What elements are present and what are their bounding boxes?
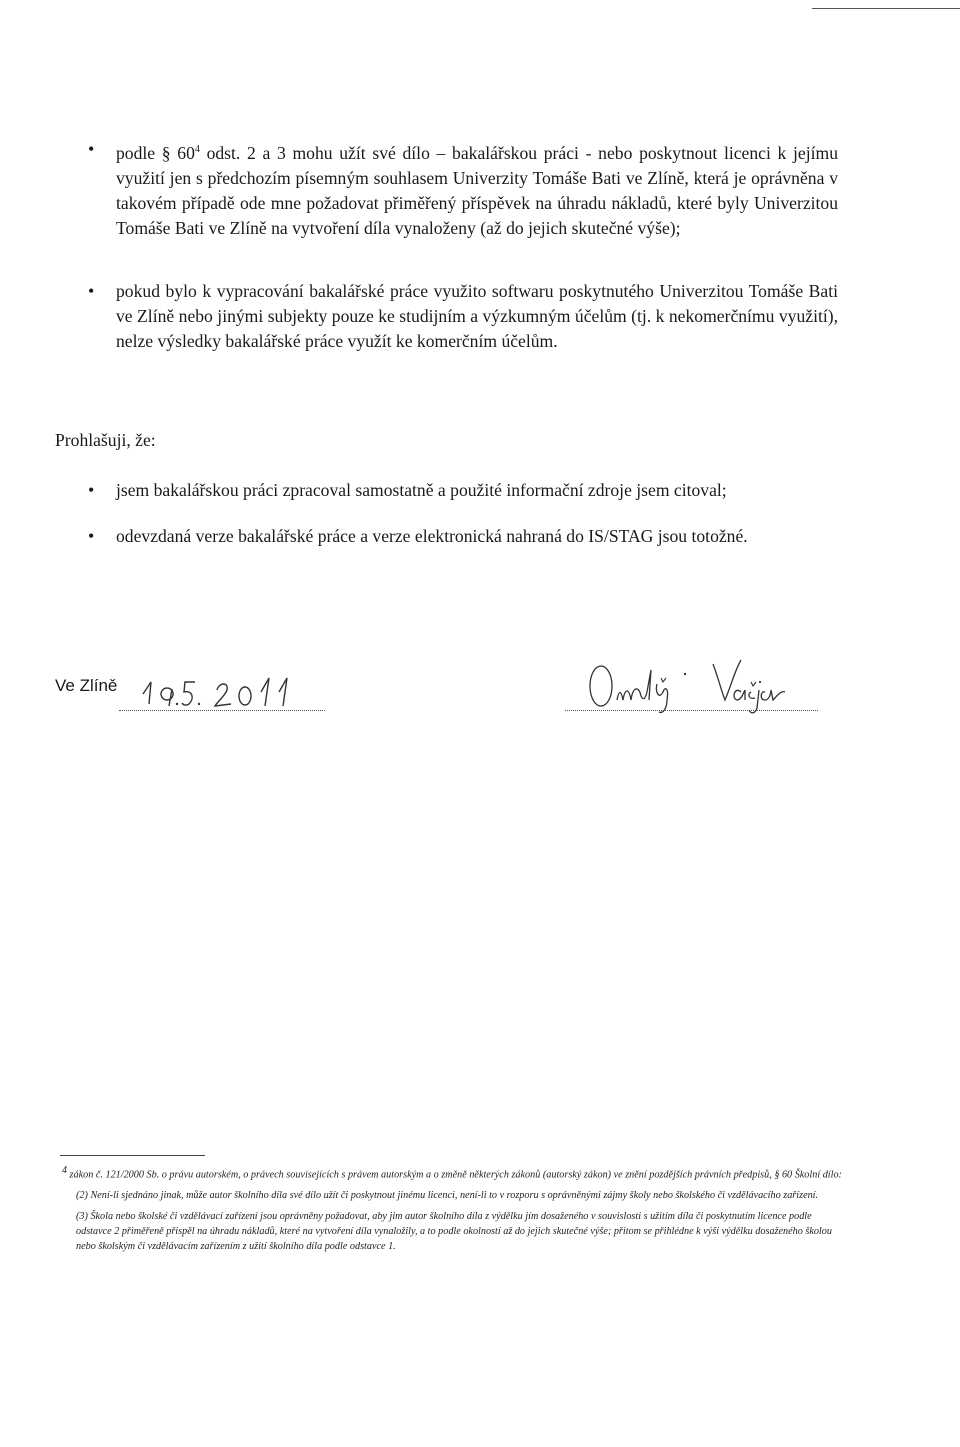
bullet-icon: •: [88, 281, 95, 301]
bullet-text: jsem bakalářskou práci zpracoval samostatně a použité informační zdroje jsem citoval;: [116, 480, 727, 500]
footnote-divider: [60, 1155, 205, 1156]
declaration-list: [88, 478, 838, 503]
software-condition-list: [88, 279, 838, 354]
handwritten-signature-icon: [585, 656, 815, 716]
list-item: [88, 137, 838, 241]
footnote-marker: (3): [76, 1211, 88, 1223]
declaration-heading: Prohlašuji, že:: [55, 430, 156, 450]
top-edge-rule: [812, 8, 960, 9]
list-item: [88, 478, 838, 503]
signature-field: [565, 670, 818, 711]
bullet-icon: •: [88, 526, 95, 546]
footnote-text: Škola nebo školské či vzdělávací zařízení jsou oprávněny požadovat, aby jim autor školního díla z výdělku jím dosaženého v souvislosti s užitím díla či poskytnutím licence podle odstavce 2 přiměřeně přispěl na úhradu nákladů, které na vytvoření díla vynaložily, a to podle okolností až do jejich skutečné výše; přitom se přihlédne k výši výdělku dosaženého školou nebo školským či vzdělávacím zařízením z užití školního díla podle odstavce 1.: [76, 1211, 832, 1253]
handwritten-date-icon: [137, 664, 317, 710]
bullet-text: pokud bylo k vypracování bakalářské práce využito softwaru poskytnutého Univerzitou Tomáše Bati ve Zlíně nebo jinými subjekty pouze ke studijním a výzkumným účelům (tj. k nekomerčnímu využití), nelze výsledky bakalářské práce využít ke komerčním účelům.: [116, 281, 838, 351]
footnote-text: zákon č. 121/2000 Sb. o právu autorském, o právech souvisejících s právem autorským a o změně některých zákonů (autorský zákon) ve znění pozdějších právních předpisů, § 60 Školní dílo:: [69, 1169, 842, 1181]
bullet-text: odevzdaná verze bakalářské práce a verze elektronická nahraná do IS/STAG jsou totožné.: [116, 526, 748, 546]
declaration-list-2: [88, 524, 838, 549]
license-conditions-list: [88, 137, 838, 241]
bullet-icon: •: [88, 139, 95, 159]
bullet-prefix: podle § 60: [116, 142, 195, 163]
bullet-text: odst. 2 a 3 mohu užít své dílo – bakalářskou práci - nebo poskytnout licenci k jejímu využití jen s předchozím písemným souhlasem Univerzity Tomáše Bati ve Zlíně, která je oprávněna v takovém případě ode mne požadovat přiměřený příspěvek na úhradu nákladů, které byly Univerzitou Tomáše Bati ve Zlíně na vytvoření díla vynaloženy (až do jejich skutečné výše);: [116, 142, 838, 238]
bullet-icon: •: [88, 480, 95, 500]
footnote-paragraph-2: [62, 1188, 842, 1203]
footnotes: [62, 1163, 842, 1260]
footnote-marker: (2): [76, 1190, 88, 1202]
footnote-marker: 4: [62, 1165, 67, 1176]
footnote-ref: 4: [194, 144, 200, 155]
place-label: Ve Zlíně: [55, 676, 118, 695]
footnote-paragraph-3: [62, 1209, 842, 1254]
footnote-text: Není-li sjednáno jinak, může autor školního díla své dílo užít či poskytnout jinému licenci, není-li to v rozporu s oprávněnými zájmy školy nebo školského či vzdělávacího zařízení.: [90, 1190, 819, 1202]
signature-row: [55, 670, 835, 730]
list-item: [88, 524, 838, 549]
footnote-4: [62, 1163, 842, 1182]
list-item: [88, 279, 838, 354]
date-field: [119, 670, 325, 711]
